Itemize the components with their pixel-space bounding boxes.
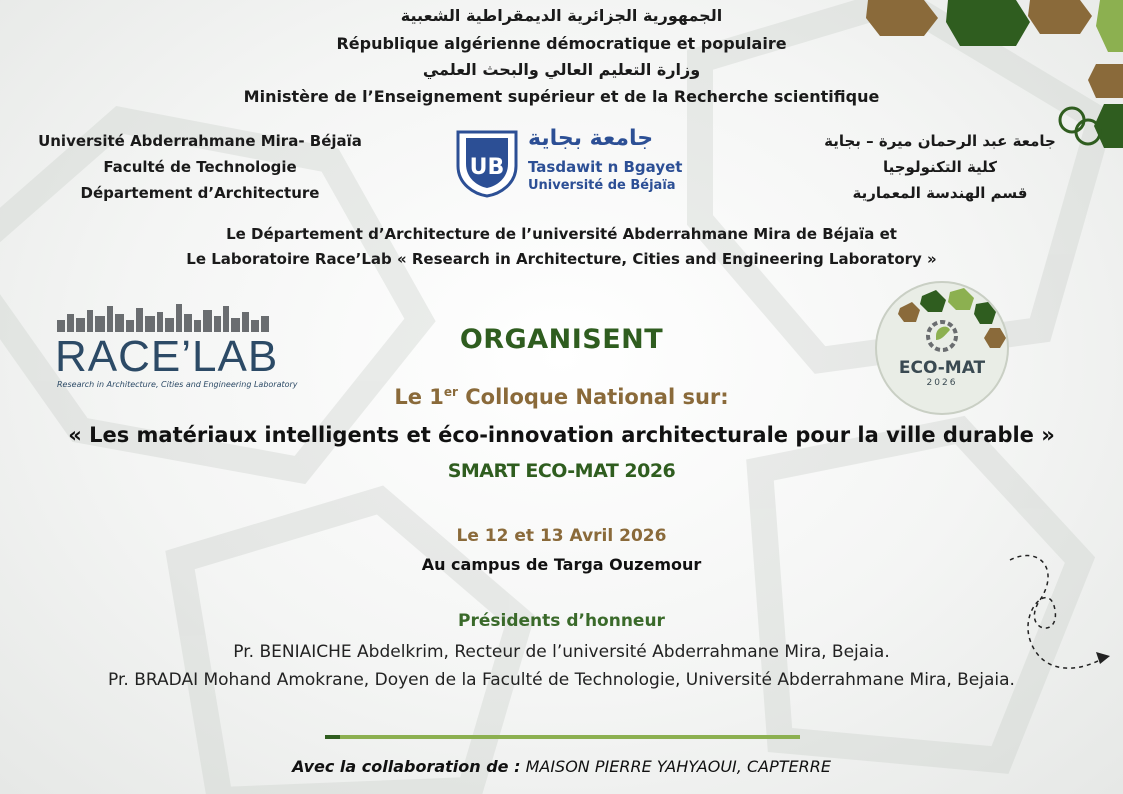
header-fr-ministry: Ministère de l’Enseignement supérieur et de la Recherche scientifique bbox=[243, 87, 880, 106]
racelab-logo-tagline: Research in Architecture, Cities and Engineering Laboratory bbox=[57, 380, 298, 389]
right-faculty: كلية التكنولوجيا bbox=[882, 158, 998, 176]
collaboration-line bbox=[0, 757, 1123, 776]
university-logo bbox=[452, 126, 692, 204]
ecomat-logo-year: 2026 bbox=[926, 378, 958, 388]
organizers-line1: Le Département d’Architecture de l’université Abderrahmane Mira de Béjaïa et bbox=[226, 225, 897, 243]
collaboration-label: Avec la collaboration de : bbox=[292, 757, 521, 776]
event-acronym: SMART ECO-MAT 2026 bbox=[447, 460, 676, 482]
left-department: Département d’Architecture bbox=[80, 184, 320, 202]
right-department: قسم الهندسة المعمارية bbox=[852, 184, 1028, 202]
university-shield-icon bbox=[452, 126, 522, 198]
event-date: Le 12 et 13 Avril 2026 bbox=[456, 526, 667, 546]
svg-text:UB: UB bbox=[469, 155, 505, 180]
ecomat-logo-name: ECO-MAT bbox=[898, 358, 986, 378]
university-logo-ar: جامعة بجاية bbox=[528, 126, 654, 151]
colloque-prefix: Le 1 bbox=[394, 385, 444, 409]
collaboration-partners: MAISON PIERRE YAHYAOUI, CAPTERRE bbox=[520, 757, 831, 776]
university-logo-kabyle: Tasdawit n Bgayet bbox=[528, 158, 683, 176]
organisent-title: ORGANISENT bbox=[459, 324, 664, 355]
organizers-line2: Le Laboratoire Race’Lab « Research in Architecture, Cities and Engineering Laboratory » bbox=[186, 250, 937, 268]
colloque-title bbox=[0, 385, 1123, 409]
header-fr-republic: République algérienne démocratique et populaire bbox=[336, 34, 787, 53]
university-logo-fr: Université de Béjaïa bbox=[528, 178, 676, 193]
header-ar-republic: الجمهورية الجزائرية الديمقراطية الشعبية bbox=[400, 6, 723, 25]
presidents-title: Présidents d’honneur bbox=[458, 611, 665, 631]
president-item: Pr. BENIAICHE Abdelkrim, Recteur de l’université Abderrahmane Mira, Bejaia. bbox=[233, 642, 890, 662]
right-institution-block bbox=[790, 128, 1090, 206]
right-university: جامعة عبد الرحمان ميرة – بجاية bbox=[824, 132, 1056, 150]
colloque-suffix: Colloque National sur: bbox=[457, 385, 729, 409]
colloque-theme: « Les matériaux intelligents et éco-innovation architecturale pour la ville durable » bbox=[68, 423, 1055, 447]
event-place: Au campus de Targa Ouzemour bbox=[421, 555, 702, 574]
left-institution-block bbox=[20, 128, 380, 206]
header-ar-ministry: وزارة التعليم العالي والبحث العلمي bbox=[422, 60, 701, 79]
colloque-sup: er bbox=[443, 385, 458, 399]
president-item: Pr. BRADAI Mohand Amokrane, Doyen de la Faculté de Technologie, Université Abderrahmane Mira, Bejaia. bbox=[108, 670, 1015, 690]
left-faculty: Faculté de Technologie bbox=[103, 158, 297, 176]
left-university: Université Abderrahmane Mira- Béjaïa bbox=[38, 132, 362, 150]
racelab-logo-name: RACE’LAB bbox=[55, 332, 279, 381]
